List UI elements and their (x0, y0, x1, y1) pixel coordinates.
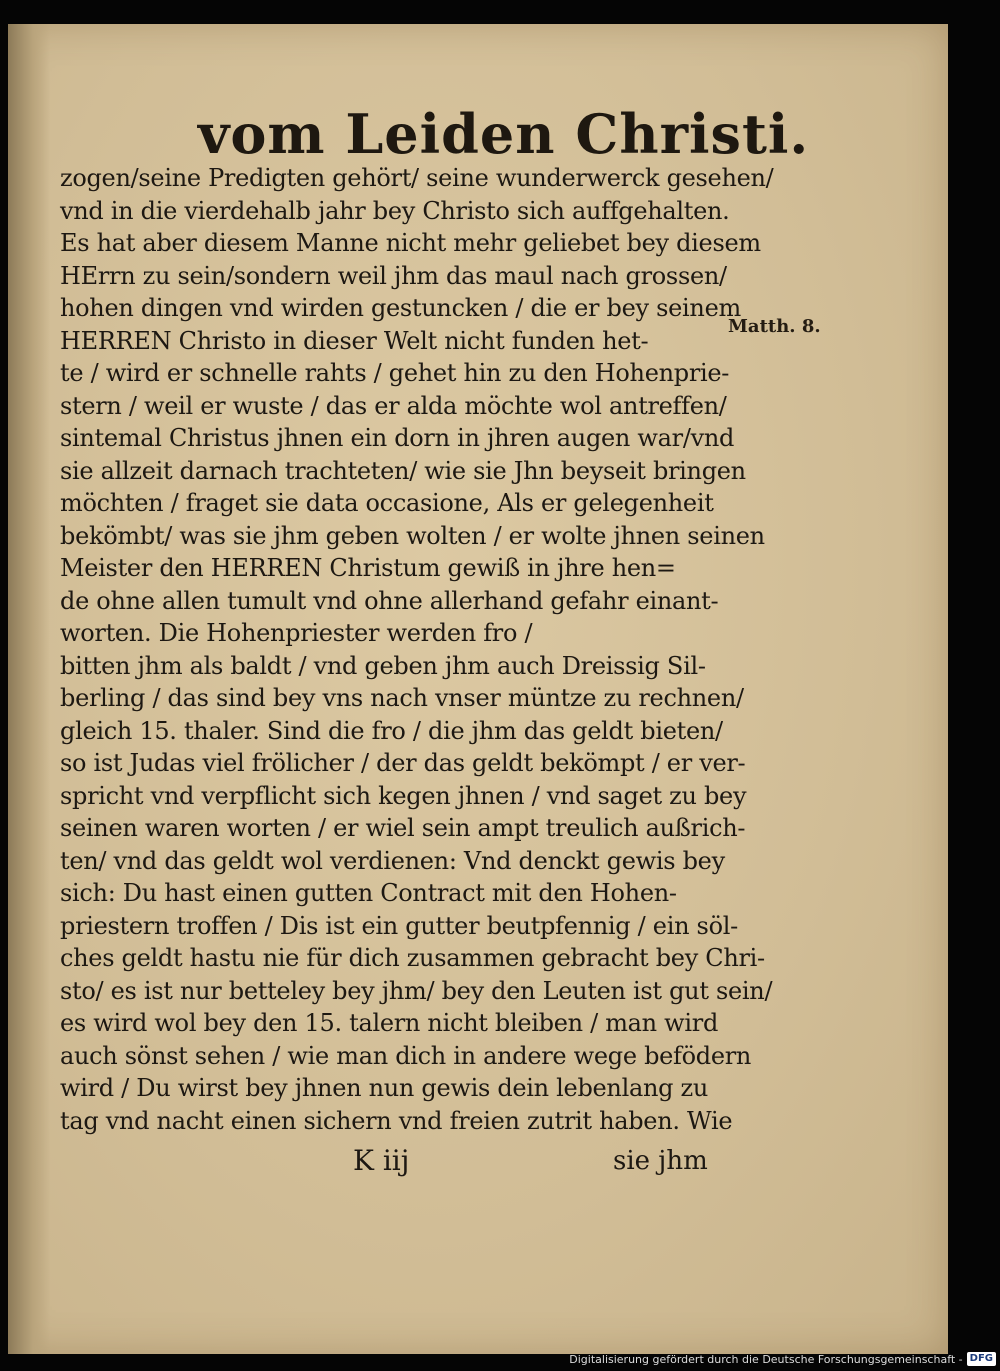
catchword: sie jhm (613, 1146, 708, 1176)
dfg-logo: DFG (967, 1352, 996, 1366)
page-gutter-shadow (8, 24, 50, 1354)
text-line: te / wird er schnelle rahts / gehet hin zu den Hohenprie- (60, 359, 730, 387)
signature-mark: K iij (353, 1144, 410, 1177)
text-line: Meister den HERREN Christum gewiß in jhre hen= (60, 554, 676, 582)
text-line: gleich 15. thaler. Sind die fro / die jhm das geldt bieten/ (60, 716, 723, 745)
text-line: hohen dingen vnd wirden gestuncken / die er bey seinem (60, 294, 741, 322)
margin-note: Matth. 8. (728, 316, 821, 337)
text-line: sintemal Christus jhnen ein dorn in jhren augen war/vnd (60, 424, 735, 452)
credit-text: Digitalisierung gefördert durch die Deutsche Forschungsgemeinschaft - (569, 1352, 963, 1366)
text-line: Es hat aber diesem Manne nicht mehr geliebet bey diesem (60, 229, 761, 257)
digitization-credit (569, 1350, 996, 1368)
running-head: vom Leiden Christi. (198, 102, 810, 166)
body-text (60, 162, 774, 1137)
text-line: auch sönst sehen / wie man dich in andere wege befödern (60, 1041, 752, 1070)
text-line: priestern troffen / Dis ist ein gutter beutpfennig / ein söl- (60, 911, 738, 940)
text-line: sich: Du hast einen gutten Contract mit den Hohen- (60, 879, 677, 907)
text-line: seinen waren worten / er wiel sein ampt treulich außrich- (60, 814, 746, 842)
text-line: bitten jhm als baldt / vnd geben jhm auch Dreissig Sil- (60, 651, 706, 680)
text-line: wird / Du wirst bey jhnen nun gewis dein lebenlang zu (60, 1074, 709, 1102)
text-line: ten/ vnd das geldt wol verdienen: Vnd denckt gewis bey (60, 846, 725, 875)
text-line: bekömbt/ was sie jhm geben wolten / er wolte jhnen seinen (60, 521, 765, 550)
text-line: berling / das sind bey vns nach vnser müntze zu rechnen/ (60, 684, 744, 712)
text-line: es wird wol bey den 15. talern nicht bleiben / man wird (60, 1009, 719, 1037)
text-line: tag vnd nacht einen sichern vnd freien zutrit haben. Wie (60, 1106, 733, 1135)
text-line: zogen/seine Predigten gehört/ seine wunderwerck gesehen/ (60, 164, 774, 192)
text-line: sie allzeit darnach trachteten/ wie sie Jhn beyseit bringen (60, 456, 746, 485)
text-line: möchten / fraget sie data occasione, Als er gelegenheit (60, 489, 714, 517)
text-line: HERREN Christo in dieser Welt nicht funden het- (60, 326, 649, 355)
text-line: stern / weil er wuste / das er alda möchte wol antreffen/ (60, 391, 727, 420)
book-page (8, 24, 948, 1354)
text-line: spricht vnd verpflicht sich kegen jhnen / vnd saget zu bey (60, 781, 747, 810)
text-line: de ohne allen tumult vnd ohne allerhand gefahr einant- (60, 586, 719, 615)
text-line: so ist Judas viel frölicher / der das geldt bekömpt / er ver- (60, 749, 746, 777)
text-line: sto/ es ist nur betteley bey jhm/ bey den Leuten ist gut sein/ (60, 976, 773, 1005)
text-line: ches geldt hastu nie für dich zusammen gebracht bey Chri- (60, 944, 765, 972)
text-line: worten. Die Hohenpriester werden fro / (60, 619, 533, 647)
text-line: HErrn zu sein/sondern weil jhm das maul nach grossen/ (60, 261, 727, 290)
text-line: vnd in die vierdehalb jahr bey Christo sich auffgehalten. (60, 196, 730, 225)
